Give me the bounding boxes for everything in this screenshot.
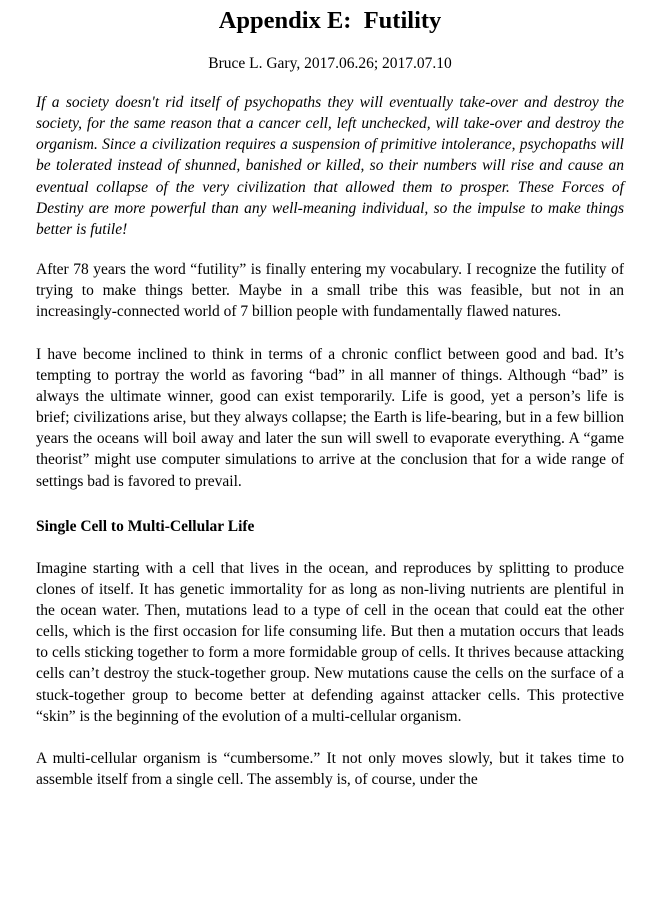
author-byline: Bruce L. Gary, 2017.06.26; 2017.07.10 bbox=[208, 55, 452, 72]
body-paragraph-multi-cellular: A multi-cellular organism is “cumbersome.” It not only moves slowly, but it takes time to assemble itself from a single cell. The assembly is, of course, under the bbox=[36, 749, 624, 789]
section-heading: Single Cell to Multi-Cellular Life bbox=[36, 517, 255, 535]
body-paragraph-futility: After 78 years the word “futility” is finally entering my vocabulary. I recognize the futility of trying to make things better. Maybe in a small tribe this was feasible, but not in an increasingly-connected world of 7 billion people with fundamentally flawed natures. bbox=[36, 261, 624, 321]
page-title: Appendix E: Futility bbox=[218, 7, 442, 34]
document-page bbox=[36, 0, 624, 790]
body-paragraph-single-cell: Imagine starting with a cell that lives in the ocean, and reproduces by splitting to produce clones of itself. It has genetic immortality for as long as non-living nutrients are plentiful in the ocean water. Then, mutations lead to a type of cell in the ocean that could eat the other cells, which is the first occasion for life consuming life. But then a mutation occurs that leads to cells sticking together to form a more formidable group of cells. It thrives because attacking cells can’t destroy the stuck-together group. New mutations cause the cells on the surface of a stuck-together group to become better at defending against attacker cells. This protective “skin” is the beginning of the evolution of a multi-cellular organism. bbox=[36, 559, 624, 725]
body-paragraph-good-vs-bad: I have become inclined to think in terms of a chronic conflict between good and bad. It’s tempting to portray the world as favoring “bad” in all manner of things. Although “bad” is always the ultimate winner, good can exist temporarily. Life is good, yet a person’s life is brief; civilizations arise, but they always collapse; the Earth is life-bearing, but in a few billion years the oceans will boil away and later the sun will swell to evaporate everything. A “game theorist” might use computer simulations to arrive at the conclusion that for a wide range of settings bad is favored to prevail. bbox=[36, 345, 624, 490]
epigraph-paragraph: If a society doesn't rid itself of psychopaths they will eventually take-over and destroy the society, for the same reason that a cancer cell, left unchecked, will take-over and destroy the organism. Since a civilization requires a suspension of primitive intolerance, psychopaths will be tolerated instead of shunned, banished or killed, so their numbers will rise and cause an eventual collapse of the very civilization that allowed them to prosper. These Forces of Destiny are more powerful than any well-meaning individual, so the impulse to make things better is futile! bbox=[36, 94, 624, 238]
